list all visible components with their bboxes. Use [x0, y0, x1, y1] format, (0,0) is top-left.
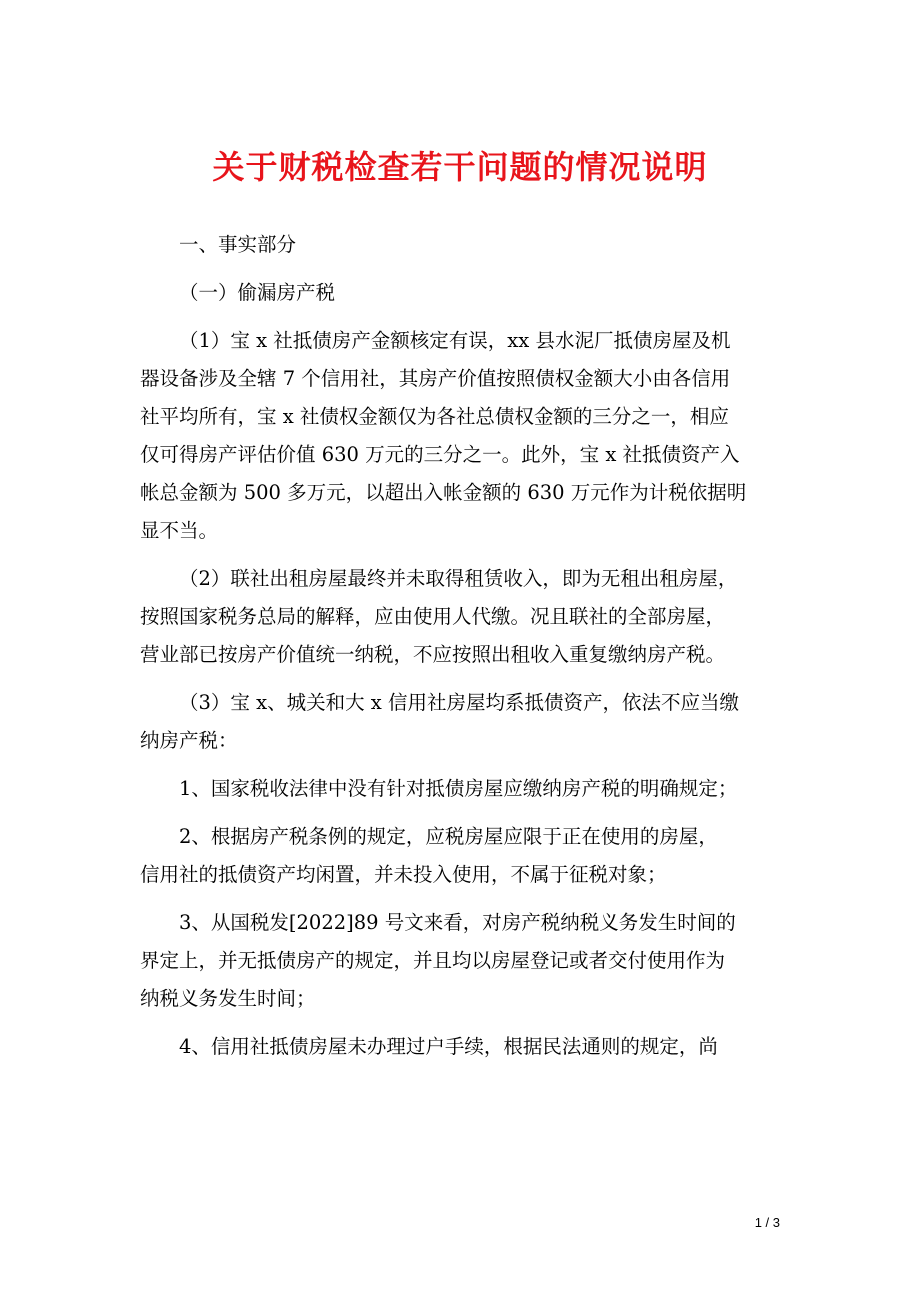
- paragraph-line: （3）宝 x、城关和大 x 信用社房屋均系抵债资产，依法不应当缴: [179, 691, 739, 714]
- paragraph-line: 按照国家税务总局的解释，应由使用人代缴。况且联社的全部房屋，: [140, 605, 726, 628]
- section-heading: 一、事实部分: [179, 233, 297, 256]
- paragraph-line: （2）联社出租房屋最终并未取得租赁收入，即为无租出租房屋，: [179, 567, 738, 590]
- paragraph-line: 信用社的抵债资产均闲置，并未投入使用，不属于征税对象；: [140, 863, 667, 886]
- subsection-heading: （一）偷漏房产税: [179, 281, 336, 304]
- paragraph-line: 器设备涉及全辖 7 个信用社，其房产价值按照债权金额大小由各信用: [140, 367, 731, 390]
- paragraph-line: 显不当。: [140, 519, 219, 542]
- document-title: 关于财税检查若干问题的情况说明: [212, 148, 708, 186]
- paragraph-line: 界定上，并无抵债房产的规定，并且均以房屋登记或者交付使用作为: [140, 949, 726, 972]
- paragraph-line: 纳房产税：: [140, 729, 238, 752]
- paragraph-line: 帐总金额为 500 多万元，以超出入帐金额的 630 万元作为计税依据明: [140, 481, 747, 504]
- paragraph-line: 纳税义务发生时间；: [140, 987, 316, 1010]
- document-body: [140, 226, 785, 1066]
- page-number: 1 / 3: [754, 1215, 780, 1230]
- list-item: 1、国家税收法律中没有针对抵债房屋应缴纳房产税的明确规定；: [179, 777, 738, 800]
- paragraph-line: 营业部已按房产价值统一纳税，不应按照出租收入重复缴纳房产税。: [140, 643, 726, 666]
- paragraph-line: （1）宝 x 社抵债房产金额核定有误，xx 县水泥厂抵债房屋及机: [179, 329, 731, 352]
- list-item: 4、信用社抵债房屋未办理过户手续，根据民法通则的规定，尚: [179, 1035, 718, 1058]
- paragraph-line: 仅可得房产评估价值 630 万元的三分之一。此外，宝 x 社抵债资产入: [140, 443, 740, 466]
- paragraph-line: 社平均所有，宝 x 社债权金额仅为各社总债权金额的三分之一，相应: [140, 405, 729, 428]
- list-item: 3、从国税发[2022]89 号文来看，对房产税纳税义务发生时间的: [179, 911, 736, 934]
- list-item: 2、根据房产税条例的规定，应税房屋应限于正在使用的房屋，: [179, 825, 718, 848]
